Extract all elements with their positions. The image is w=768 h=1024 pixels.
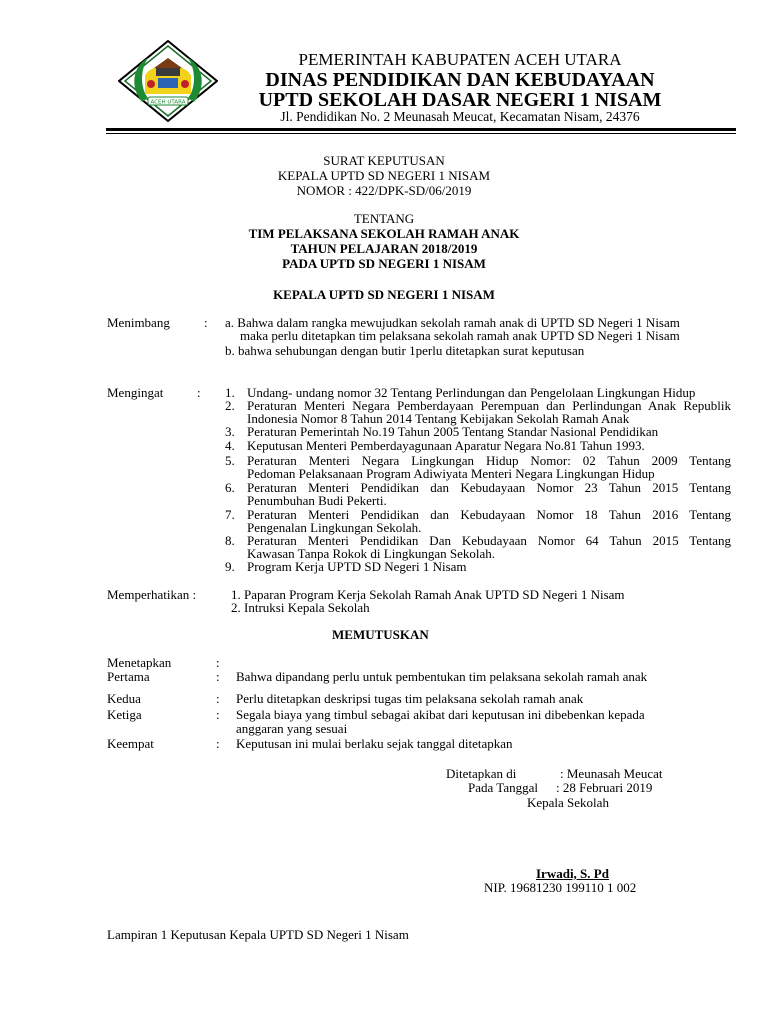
keempat-colon: : [216, 736, 220, 751]
header-divider-thick [106, 128, 736, 131]
mengingat-item-text: Peraturan Pemerintah No.19 Tahun 2005 Tentang Standar Nasional Pendidikan [247, 424, 659, 439]
doc-subject-2: TAHUN PELAJARAN 2018/2019 [290, 241, 478, 256]
ketiga-text-1: Segala biaya yang timbul sebagai akibat dari keputusan ini dibebenkan kepada [236, 707, 645, 722]
header-school: UPTD SEKOLAH DASAR NEGERI 1 NISAM [258, 89, 662, 111]
mengingat-item-text: Undang- undang nomor 32 Tentang Perlindungan dan Pengelolaan Lingkungan Hidup [247, 385, 696, 400]
mengingat-item-number: 8. [225, 533, 235, 548]
pertama-text: Bahwa dipandang perlu untuk pembentukan tim pelaksana sekolah ramah anak [236, 669, 648, 684]
mengingat-item-number: 1. [225, 385, 235, 400]
header-divider-thin [106, 133, 736, 134]
mengingat-item-number: 2. [225, 398, 235, 413]
kedua-text: Perlu ditetapkan deskripsi tugas tim pelaksana sekolah ramah anak [236, 691, 584, 706]
mengingat-item-number: 7. [225, 507, 235, 522]
memperhatikan-item-1: 1. Paparan Program Kerja Sekolah Ramah Anak UPTD SD Negeri 1 Nisam [231, 587, 625, 602]
mengingat-item-text-continued: Penumbuhan Budi Pekerti. [247, 493, 387, 508]
doc-kepala-heading: KEPALA UPTD SD NEGERI 1 NISAM [273, 287, 495, 302]
doc-number: NOMOR : 422/DPK-SD/06/2019 [296, 183, 472, 198]
keempat-label: Keempat [107, 736, 154, 751]
ketiga-text-2: anggaran yang sesuai [236, 721, 348, 736]
doc-issuer: KEPALA UPTD SD NEGERI 1 NISAM [277, 168, 491, 183]
ditetapkan-label: Ditetapkan di [446, 766, 517, 781]
header-government: PEMERINTAH KABUPATEN ACEH UTARA [298, 50, 622, 69]
doc-tentang: TENTANG [353, 211, 415, 226]
mengingat-item-number: 3. [225, 424, 235, 439]
aceh-utara-logo-icon [118, 40, 218, 122]
menetapkan-colon: : [216, 655, 220, 670]
kedua-colon: : [216, 691, 220, 706]
mengingat-item-text-continued: Pedoman Pelaksanaan Program Adiwiyata Menteri Negara Lingkungan Hidup [247, 466, 655, 481]
mengingat-item-text: Peraturan Menteri Negara Pemberdayaan Perempuan dan Perlindungan Anak Republik [247, 398, 731, 413]
mengingat-item-text-continued: Pengenalan Lingkungan Sekolah. [247, 520, 422, 535]
ditetapkan-value: : Meunasah Meucat [560, 766, 663, 781]
menimbang-a-line1: a. Bahwa dalam rangka mewujudkan sekolah ramah anak di UPTD SD Negeri 1 Nisam [225, 315, 680, 330]
mengingat-item-number: 5. [225, 453, 235, 468]
mengingat-item-number: 4. [225, 438, 235, 453]
mengingat-item-text-continued: Kawasan Tanpa Rokok di Lingkungan Sekolah. [247, 546, 495, 561]
header-address: Jl. Pendidikan No. 2 Meunasah Meucat, Kecamatan Nisam, 24376 [280, 109, 640, 124]
doc-title: SURAT KEPUTUSAN [323, 153, 445, 168]
ketiga-colon: : [216, 707, 220, 722]
menimbang-colon: : [204, 315, 208, 330]
kedua-label: Kedua [107, 691, 141, 706]
ketiga-label: Ketiga [107, 707, 142, 722]
mengingat-colon: : [197, 385, 201, 400]
mengingat-item-text: Program Kerja UPTD SD Negeri 1 Nisam [247, 559, 467, 574]
memperhatikan-label: Memperhatikan : [107, 587, 197, 602]
tanggal-value: : 28 Februari 2019 [556, 780, 653, 795]
mengingat-item-text: Peraturan Menteri Pendidikan dan Kebudayaan Nomor 18 Tahun 2016 Tentang [247, 507, 731, 522]
mengingat-item-text: Peraturan Menteri Pendidikan dan Kebudayaan Nomor 23 Tahun 2015 Tentang [247, 480, 731, 495]
mengingat-item-number: 6. [225, 480, 235, 495]
mengingat-item-text-continued: Indonesia Nomor 8 Tahun 2014 Tentang Kebijakan Sekolah Ramah Anak [247, 411, 630, 426]
menimbang-b: b. bahwa sehubungan dengan butir 1perlu ditetapkan surat keputusan [225, 343, 585, 358]
svg-text:ACEH UTARA: ACEH UTARA [150, 99, 186, 106]
memperhatikan-item-2: 2. Intruksi Kepala Sekolah [231, 600, 370, 615]
menetapkan-label: Menetapkan [107, 655, 172, 670]
header-department: DINAS PENDIDIKAN DAN KEBUDAYAAN [265, 69, 655, 91]
menimbang-label: Menimbang [107, 315, 170, 330]
mengingat-item-text: Peraturan Menteri Negara Lingkungan Hidup Nomor: 02 Tahun 2009 Tentang [247, 453, 731, 468]
mengingat-item-text: Keputusan Menteri Pemberdayagunaan Aparatur Negara No.81 Tahun 1993. [247, 438, 645, 453]
signatory-nip: NIP. 19681230 199110 1 002 [484, 880, 637, 895]
keempat-text: Keputusan ini mulai berlaku sejak tanggal ditetapkan [236, 736, 513, 751]
signatory-name: Irwadi, S. Pd [536, 866, 609, 881]
mengingat-item-number: 9. [225, 559, 235, 574]
mengingat-label: Mengingat [107, 385, 164, 400]
menimbang-a-line2: maka perlu ditetapkan tim pelaksana sekolah ramah anak UPTD SD Negeri 1 Nisam [240, 328, 680, 343]
tanggal-label: Pada Tanggal [468, 780, 538, 795]
signatory-title: Kepala Sekolah [527, 795, 609, 810]
mengingat-item-text: Peraturan Menteri Pendidikan Dan Kebudayaan Nomor 64 Tahun 2015 Tentang [247, 533, 731, 548]
doc-subject-3: PADA UPTD SD NEGERI 1 NISAM [282, 256, 486, 271]
pertama-colon: : [216, 669, 220, 684]
doc-subject-1: TIM PELAKSANA SEKOLAH RAMAH ANAK [248, 226, 520, 241]
memutuskan-heading: MEMUTUSKAN [332, 627, 429, 642]
pertama-label: Pertama [107, 669, 150, 684]
lampiran-note: Lampiran 1 Keputusan Kepala UPTD SD Negeri 1 Nisam [107, 927, 409, 942]
